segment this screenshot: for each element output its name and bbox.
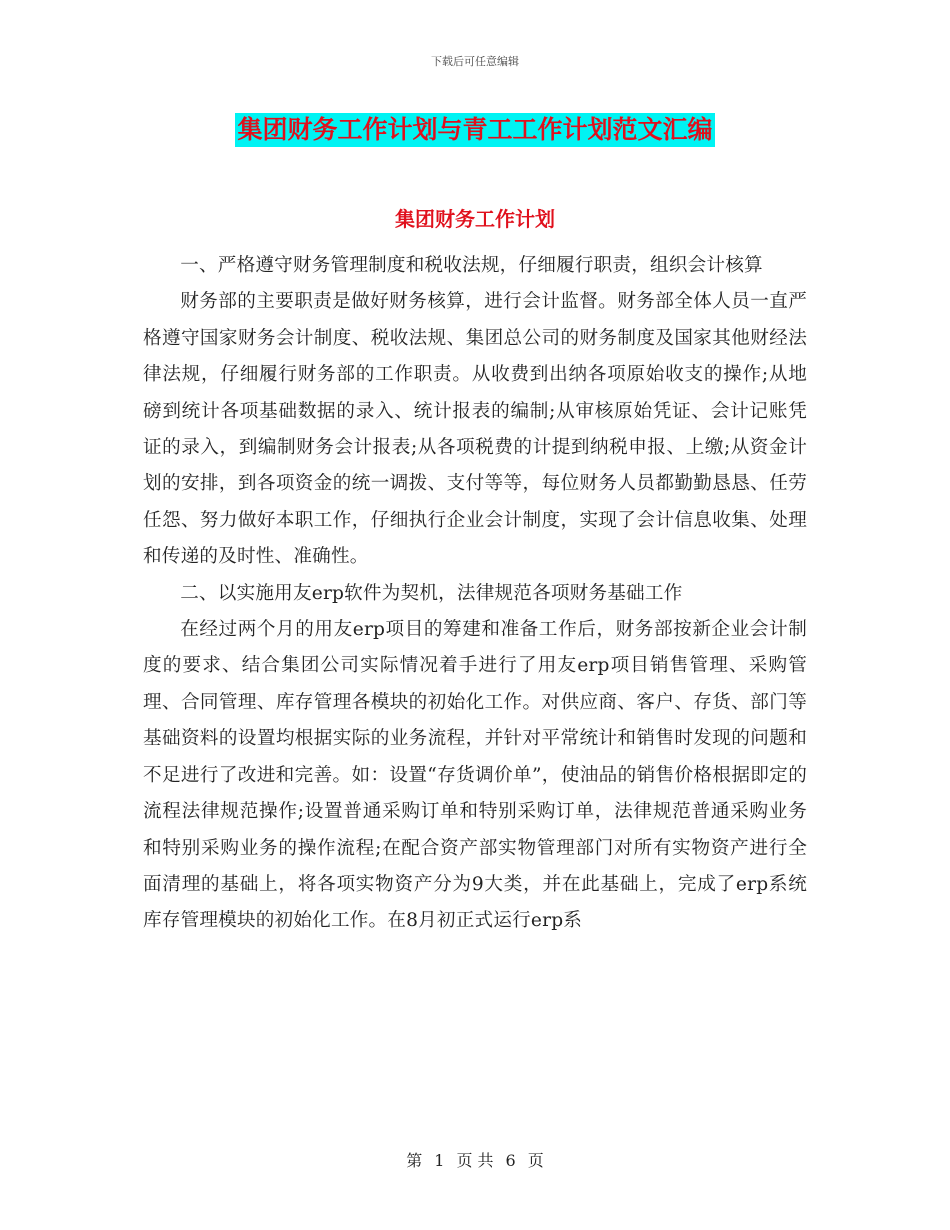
paragraph: 在经过两个月的用友erp项目的筹建和准备工作后，财务部按新企业会计制度的要求、结合集团公司实际情况着手进行了用友erp项目销售管理、采购管理、合同管理、库存管理各模块的初始化工作。对供应商、客户、存货、部门等基础资料的设置均根据实际的业务流程，并针对平常统计和销售时发现的问题和不足进行了改进和完善。如：设置“存货调价单”，使油品的销售价格根据即定的流程法律规范操作;设置普通采购订单和特别采购订单，法律规范普通采购业务和特别采购业务的操作流程;在配合资产部实物管理部门对所有实物资产进行全面清理的基础上，将各项实物资产分为9大类，并在此基础上，完成了erp系统库存管理模块的初始化工作。在8月初正式运行erp系 <box>143 619 807 932</box>
document-title-block <box>0 113 950 147</box>
footer-total-pages: 6 <box>505 1151 516 1170</box>
header-note: 下载后可任意编辑 <box>431 55 519 68</box>
paragraph-heading-1: 一、严格遵守财务管理制度和税收法规，仔细履行职责，组织会计核算 <box>180 255 763 276</box>
footer-suffix: 页 <box>527 1151 544 1170</box>
footer-middle: 页 共 <box>456 1151 494 1170</box>
footer-page-number: 1 <box>434 1151 445 1170</box>
paragraph: 财务部的主要职责是做好财务核算，进行会计监督。财务部全体人员一直严格遵守国家财务会计制度、税收法规、集团总公司的财务制度及国家其他财经法律法规，仔细履行财务部的工作职责。从收费到出纳各项原始收支的操作;从地磅到统计各项基础数据的录入、统计报表的编制;从审核原始凭证、会计记账凭证的录入，到编制财务会计报表;从各项税费的计提到纳税申报、上缴;从资金计划的安排，到各项资金的统一调拨、支付等等，每位财务人员都勤勤恳恳、任劳任怨、努力做好本职工作，仔细执行企业会计制度，实现了会计信息收集、处理和传递的及时性、准确性。 <box>143 291 807 568</box>
page-footer <box>0 1148 950 1171</box>
body-text <box>143 248 807 940</box>
document-title: 集团财务工作计划与青工工作计划范文汇编 <box>235 113 714 147</box>
section-title: 集团财务工作计划 <box>395 207 555 231</box>
footer-prefix: 第 <box>406 1151 423 1170</box>
paragraph-heading-2: 二、以实施用友erp软件为契机，法律规范各项财务基础工作 <box>180 582 683 604</box>
